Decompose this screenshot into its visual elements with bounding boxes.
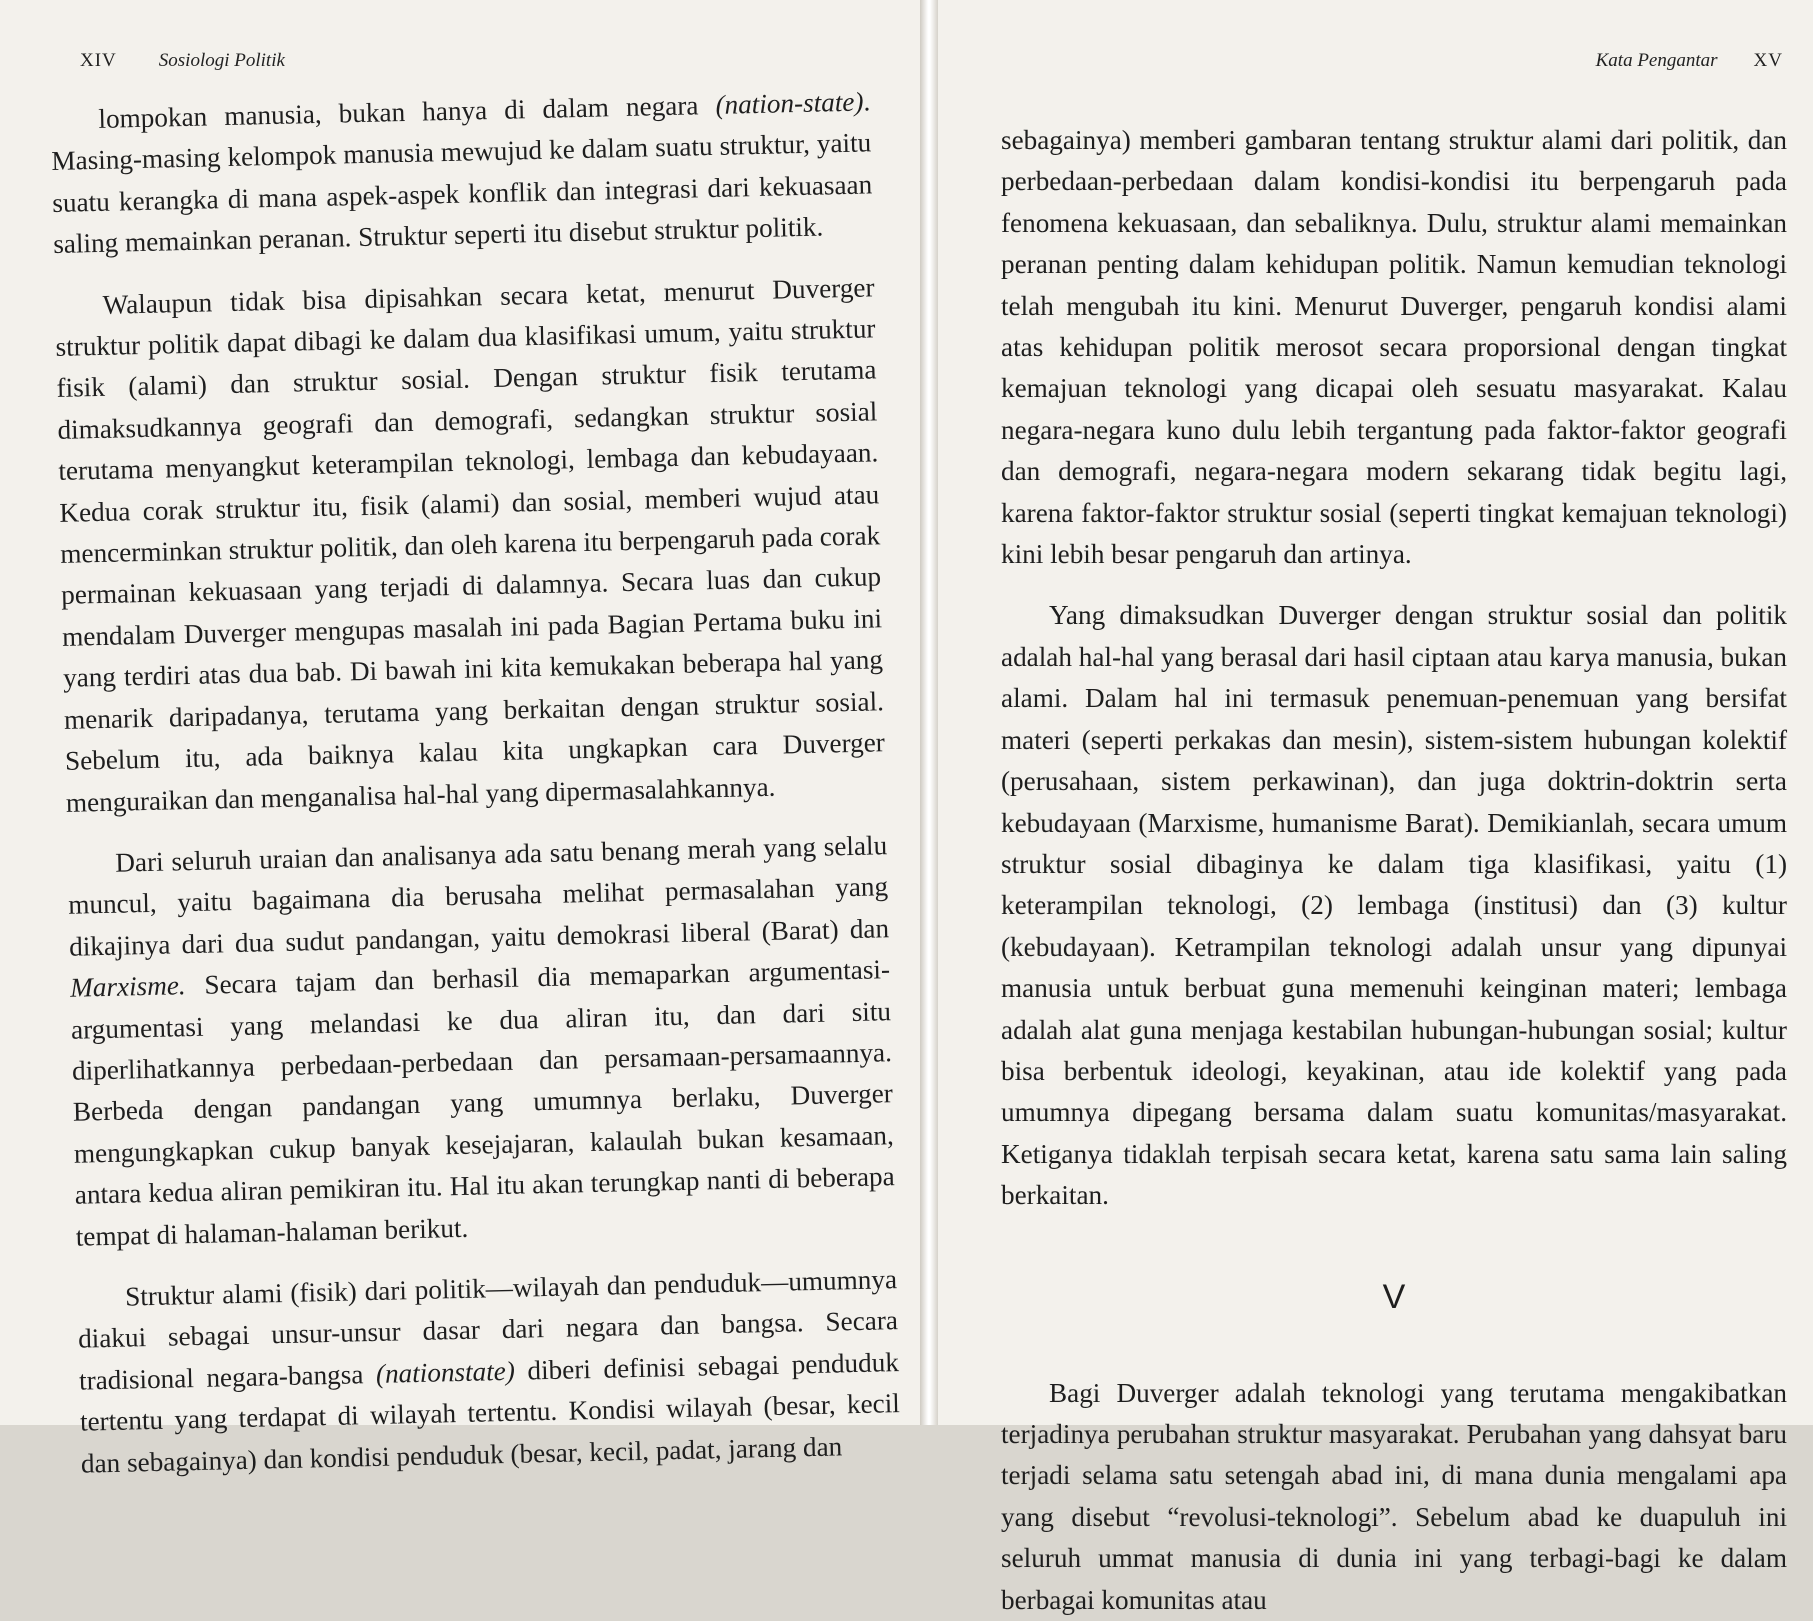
section-mark: V [1382,1277,1406,1316]
paragraph [1001,595,1787,1216]
text-run: Walaupun tidak bisa dipisahkan secara ketat, menurut Duverger struktur politik dapat dibagi ke dalam dua klasifikasi umum, yaitu struktur fisik (alami) dan struktur sosial. Dengan struktur fisik terutama dimaksudkannya geografi dan demografi, sedangkan struktur sosial terutama menyangkut keterampilan teknologi, lembaga dan kebudayaan. Kedua corak struktur itu, fisik (alami) dan sosial, memberi wujud atau mencerminkan struktur politik, dan oleh karena itu berpengaruh pada corak permainan kekuasaan yang terjadi di dalamnya. Secara luas dan cukup mendalam Duverger mengupas masalah ini pada Bagian Pertama buku ini yang terdiri atas dua bab. Di bawah ini kita kemukakan beberapa hal yang menarik daripadanya, terutama yang berkaitan dengan struktur sosial. Sebelum itu, ada baiknya kalau kita ungkapkan cara Duverger menguraikan dan menganalisa hal-hal yang dipermasalahkannya. [55,271,886,818]
paragraph [67,825,896,1258]
right-page-body [1001,120,1787,1621]
right-running-head [1596,50,1783,72]
text-run: . Masing-masing kelompok manusia mewujud ke dalam suatu struktur, yaitu suatu kerangka di mana aspek-aspek konflik dan integrasi dari kekuasaan saling memainkan peranan. Struktur seperti itu disebut struktur politik. [51,86,873,260]
text-run: Bagi Duverger adalah teknologi yang terutama mengakibatkan terjadinya perubahan struktur masyarakat. Perubahan yang dahsyat baru terjadi selama satu setengah abad ini, di mana dunia mengalami apa yang disebut “revolusi-teknologi”. Sebelum abad ke duapuluh ini seluruh ummat manusia di dunia ini yang terbagi-bagi ke dalam berbagai komunitas atau [1001,1377,1787,1615]
paragraph [54,267,886,824]
right-page [938,0,1813,1615]
book-gutter [920,0,938,1425]
italic-text: (nationstate) [375,1355,516,1389]
text-run: sebagainya) memberi gambaran tentang struktur alami dari politik, dan perbedaan-perbedaan dalam kondisi-kondisi itu berpengaruh pada fenomena kekuasaan, dan sebaliknya. Dulu, struktur alami memainkan peranan penting dalam kehidupan politik. Namun kemudian teknologi telah mengubah itu kini. Menurut Duverger, pengaruh kondisi alami atas kehidupan politik merosot secara proporsional dengan tingkat kemajuan teknologi yang dicapai oleh sesuatu masyarakat. Kalau negara-negara kuno dulu lebih tergantung pada faktor-faktor geografi dan demografi, negara-negara modern sekarang tidak begitu lagi, karena faktor-faktor struktur sosial (seperti tingkat kemajuan teknologi) kini lebih besar pengaruh dan artinya. [1001,125,1787,570]
left-page-number: XIV [80,50,117,71]
text-run: Dari seluruh uraian dan analisanya ada satu benang merah yang selalu muncul, yaitu bagaimana dia berusaha melihat permasalahan yang dikajinya dari dua sudut pandangan, yaitu demokrasi liberal (Barat) dan [67,830,890,962]
left-page-body [50,81,901,1484]
text-run: diberi definisi sebagai penduduk tertentu yang terdapat di wilayah tertentu. Kondisi wilayah (besar, kecil dan sebagainya) dan kondisi penduduk (besar, kecil, padat, jarang dan [79,1346,901,1479]
paragraph [1001,1373,1787,1621]
left-running-head [80,50,285,72]
text-run: Struktur alami (fisik) dari politik—wilayah dan penduduk—umumnya diakui sebagai unsur-unsur dasar dari negara dan bangsa. Secara tradisional negara-bangsa [77,1264,899,1396]
right-paragraphs-after [1001,1373,1787,1621]
left-running-title: Sosiologi Politik [158,50,285,71]
text-run: Secara tajam dan berhasil dia memaparkan argumentasi-argumentasi yang melandasi ke dua aliran itu, dan dari situ diperlihatkannya perbedaan-perbedaan dan persamaan-persamaannya. Berbeda dengan pandangan yang umumnya berlaku, Duverger mengungkapkan cukup banyak kesejajaran, kalaulah bukan kesamaan, antara kedua aliran pemikiran itu. Hal itu akan terungkap nanti di beberapa tempat di halaman-halaman berikut. [70,954,895,1252]
left-page [0,0,920,1479]
italic-text: Marxisme. [69,970,186,1003]
right-paragraphs-before [1001,120,1787,1217]
italic-text: (nation-state) [715,86,864,120]
right-running-title: Kata Pengantar [1595,50,1718,71]
paragraph [1001,120,1787,575]
text-run: lompokan manusia, bukan hanya di dalam negara [98,89,716,134]
right-page-number: XV [1753,50,1783,71]
paragraph [77,1259,901,1485]
paragraph [50,81,874,265]
text-run: Yang dimaksudkan Duverger dengan struktur sosial dan politik adalah hal-hal yang berasal dari hasil ciptaan atau karya manusia, bukan alami. Dalam hal ini termasuk penemuan-penemuan yang bersifat materi (seperti perkakas dan mesin), sistem-sistem hubungan kolektif (perusahaan, sistem perkawinan), dan juga doktrin-doktrin serta kebudayaan (Marxisme, humanisme Barat). Demikianlah, secara umum struktur sosial dibaginya ke dalam tiga klasifikasi, yaitu (1) keterampilan teknologi, (2) lembaga (institusi) dan (3) kultur (kebudayaan). Ketrampilan teknologi adalah unsur yang dipunyai manusia untuk berbuat guna memenuhi keinginan materi; lembaga adalah alat guna menjaga kestabilan hubungan-hubungan sosial; kultur bisa berbentuk ideologi, keyakinan, atau ide kolektif yang pada umumnya dipegang bersama dalam suatu komunitas/masyarakat. Ketiganya tidaklah terpisah secara ketat, karena satu sama lain saling berkaitan. [1001,600,1787,1211]
